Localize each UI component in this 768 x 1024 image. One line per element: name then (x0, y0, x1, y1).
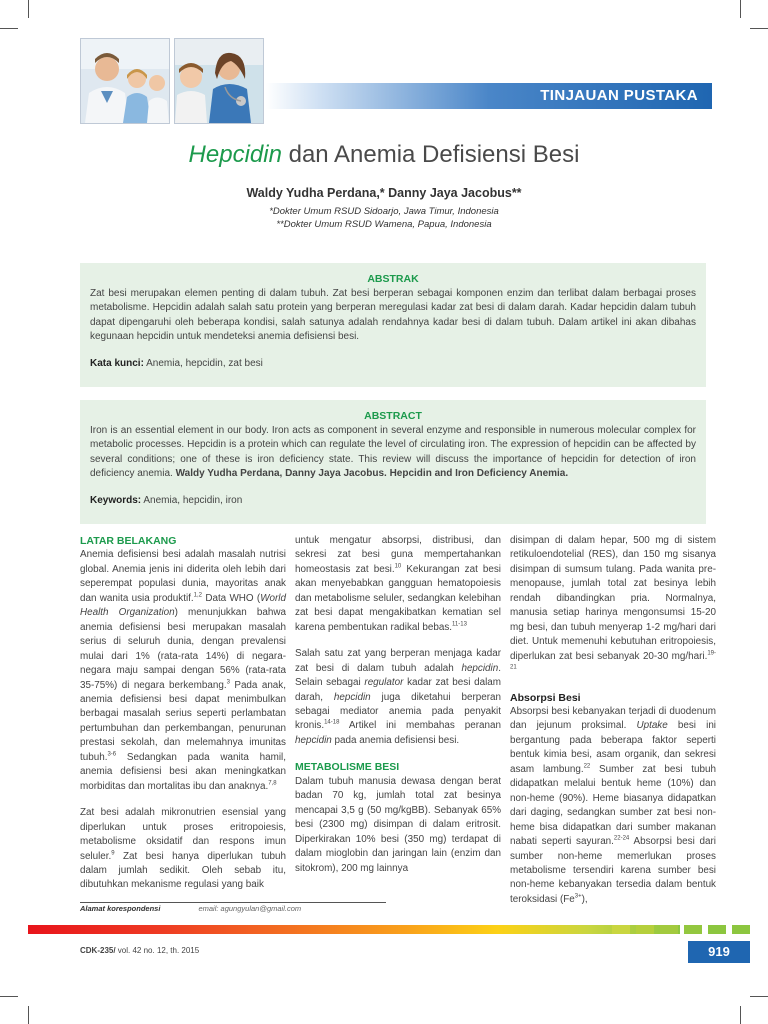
paragraph: Absorpsi besi kebanyakan terjadi di duodenum dan jejunum proksimal. Uptake besi ini bergantung pada beberapa faktor seperti bentuk kimia besi, asam organik, dan sekresi asam lambung.$^{22}$ Sumber zat besi tubuh didapatkan melalui bentuk heme (10%) dan non-heme (90%). Heme biasanya didapatkan dari daging, sedangkan sumber zat besi non-heme bisa didapatkan dari sumber makanan nabati seperti sayuran.$^{22-24}$ Absorpsi besi dari sumber non-heme memerlukan proses metabolisme tersendiri karena sumber besi non-heme kebanyakan tersedia dalam bentuk teroksidasi $(Fe^{3+})$, (510, 705, 717, 905)
paragraph: untuk mengatur absorpsi, distribusi, dan sekresi zat besi guna mempertahankan homeostasis zat besi.$^{10}$ Kekurangan zat besi akan menyebabkan gangguan hematopoiesis dan metabolisme seluler, sedangkan kelebihan zat besi dapat mengakibatkan kematian sel karena pembentukan radikal bebas.$^{11-13}$ (295, 535, 501, 633)
abstract-body: Iron is an essential element in our body. Iron acts as component in several enzyme and responsible in numerous molecular complex for metabolic processes. Hepcidin is a protein which can regulate the level of circulating iron. The expression of hepcidin can be affected by several conditions; one of these is iron deficiency state. This review will discuss the importance of hepcidin for detection of iron deficiency anemia. (90, 425, 696, 480)
paragraph: Anemia defisiensi besi adalah masalah nutrisi global. Anemia jenis ini diderita oleh lebih dari seperempat populasi dunia, mayoritas anak dan wanita usia produktif.$^{1,2}$ Data WHO (World Health Organization) menunjukkan bahwa anemia defisiensi besi merupakan masalah serius di seluruh dunia, dengan prevalensi mulai dari 1% (rata-rata 14%) di negara-negara maju sampai dengan 56% (rata-rata 35-75%) di negara berkembang.$^3$ Pada anak, anemia defisiensi besi dapat menimbulkan berbagai masalah serius seperti perlambatan pertumbuhan dan perkembangan, penurunan prestasi sekolah, dan melemahnya imunitas tubuh.$^{3-6}$ Sedangkan pada wanita hamil, anemia defisiensi besi akan meningkatkan morbiditas dan mortalitas ibu dan anaknya.$^{7,8}$ (80, 549, 286, 792)
abstrak-keywords (90, 357, 696, 371)
crop-mark (28, 1006, 29, 1024)
footer-square (684, 925, 702, 934)
abstrak-text: Zat besi merupakan elemen penting di dalam tubuh. Zat besi berperan sebagai komponen enzim dan terlibat dalam berbagai proses metabolisme. Hepcidin adalah salah satu protein yang berperan meregulasi kadar zat besi di dalam darah. Kadar hepcidin dalam tubuh dapat dipengaruhi oleh beberapa kondisi, salah satunya adalah rendahnya kadar besi di dalam tubuh. Dalam artikel ini akan dibahas kegunaan hepcidin untuk mendeteksi anemia defisiensi besi. (90, 288, 696, 343)
keywords-label: Keywords: (90, 494, 142, 506)
category-banner (266, 83, 712, 109)
title-highlight: Hepcidin (188, 141, 282, 168)
crop-mark (0, 28, 18, 29)
affiliation-1: *Dokter Umum RSUD Sidoarjo, Jawa Timur, Indonesia (269, 206, 499, 217)
correspondence-label: Alamat korespondensi (80, 904, 161, 913)
section-heading-metabolisme: METABOLISME BESI (295, 761, 400, 774)
abstract-heading: ABSTRACT (364, 410, 422, 422)
footer-square (636, 925, 654, 934)
paragraph: Zat besi adalah mikronutrien esensial yang diperlukan untuk proses eritropoiesis, metabolisme oksidatif dan respons imun seluler.$^9$ Zat besi hanya diperlukan tubuh dalam jumlah sedikit. Oleh sebab itu, dibutuhkan mekanisme regulasi yang baik (80, 807, 286, 891)
abstrak-heading: ABSTRAK (367, 273, 419, 285)
journal-volume: vol. 42 no. 12, th. 2015 (115, 946, 200, 955)
crop-mark (28, 0, 29, 18)
journal-code: CDK-235/ (80, 946, 116, 955)
abstract-keywords (90, 494, 696, 508)
title-rest: dan Anemia Defisiensi Besi (281, 141, 580, 168)
abstract-text (90, 424, 696, 482)
body-column-1 (80, 534, 286, 905)
footnote-rule (80, 902, 386, 903)
paragraph: Dalam tubuh manusia dewasa dengan berat badan 70 kg, jumlah total zat besinya mencapai 3,5 g (50 mg/kgBB). Sebanyak 65% besi (2300 mg) disimpan di dalam eritrosit. Diperkirakan 10% besi (350 mg) terdapat di dalam mioglobin dan jaringan lain (enzim dan sitokrom), 200 mg lainnya (295, 775, 501, 874)
abstract-box (80, 400, 706, 524)
footer-color-bar (28, 925, 680, 934)
paragraph: disimpan di dalam hepar, 500 mg di sistem retikuloendotelial (RES), dan 150 mg sisanya disimpan di sumsum tulang. Pada wanita pre-menopause, jumlah total zat besinya lebih rendah dibandingkan pria. Normalnya, manusia setiap harinya mengonsumsi 15-20 mg besi, dan tubuh menyerap 1-2 mg/hari dari diet. Untuk memenuhi kebutuhan eritropoiesis, diperlukan zat besi sebanyak 20-30 mg/hari.$^{19-21}$ (510, 535, 716, 671)
paragraph: Salah satu zat yang berperan menjaga kadar zat besi di dalam tubuh adalah hepcidin. Selain sebagai regulator kadar zat besi dalam darah, hepcidin juga diketahui berperan sebagai mediator anemia pada penyakit kronis.$^{14-18}$ Artikel ini membahas peranan hepcidin pada anemia defisiensi besi. (295, 648, 501, 746)
keywords-label: Kata kunci: (90, 357, 144, 369)
header-photo-nurse (174, 38, 264, 124)
keywords-value: Anemia, hepcidin, iron (141, 494, 243, 506)
abstrak-box (80, 263, 706, 387)
crop-mark (0, 996, 18, 997)
crop-mark (750, 996, 768, 997)
body-column-3 (510, 534, 716, 919)
body-column-2 (295, 534, 501, 888)
footer-square (708, 925, 726, 934)
footer-square (612, 925, 630, 934)
authors: Waldy Yudha Perdana,* Danny Jaya Jacobus** (246, 186, 522, 200)
abstract-citation: Waldy Yudha Perdana, Danny Jaya Jacobus. Hepcidin and Iron Deficiency Anemia. (175, 468, 569, 480)
footer-square (732, 925, 750, 934)
keywords-value: Anemia, hepcidin, zat besi (143, 357, 263, 369)
correspondence (80, 904, 301, 913)
header-photo-doctors (80, 38, 170, 124)
affiliation-2: **Dokter Umum RSUD Wamena, Papua, Indonesia (276, 219, 492, 230)
correspondence-email: email: agungyulan@gmail.com (198, 904, 302, 913)
article-title (0, 141, 768, 169)
crop-mark (740, 1006, 741, 1024)
crop-mark (750, 28, 768, 29)
page-number: 919 (688, 941, 750, 963)
footer-square (660, 925, 678, 934)
category-label: TINJAUAN PUSTAKA (540, 87, 698, 104)
section-heading-latar: LATAR BELAKANG (80, 535, 177, 547)
crop-mark (740, 0, 741, 18)
section-heading-absorpsi: Absorpsi Besi (510, 691, 581, 704)
journal-citation (80, 946, 199, 955)
